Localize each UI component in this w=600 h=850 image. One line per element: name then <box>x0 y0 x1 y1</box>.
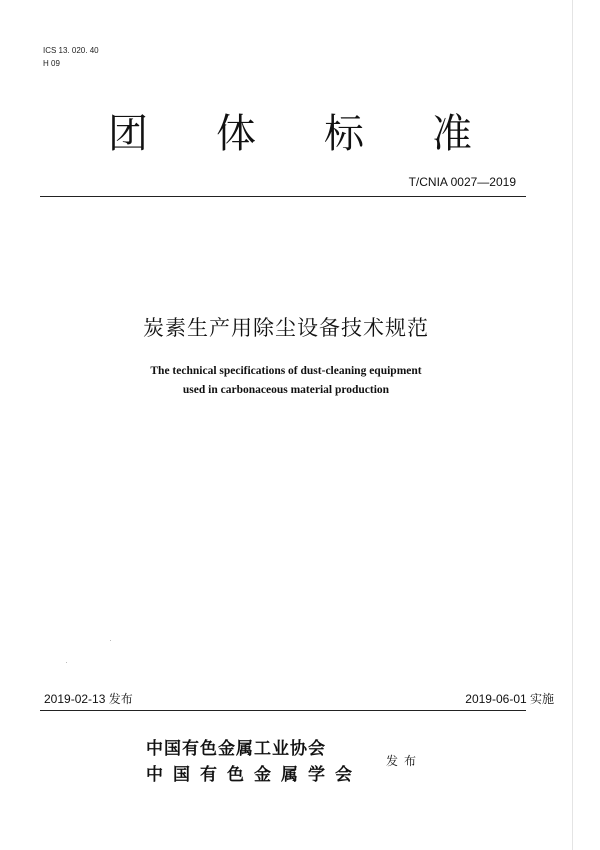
implement-date: 2019-06-01 实施 <box>465 692 554 706</box>
standard-type-heading: 团体标准 <box>108 111 540 157</box>
english-title <box>0 362 572 400</box>
scan-edge-line <box>572 0 573 850</box>
bottom-divider <box>40 710 526 711</box>
scan-speck <box>66 662 67 663</box>
ccs-code: H 09 <box>43 59 60 68</box>
ics-code: ICS 13. 020. 40 <box>43 46 99 55</box>
standard-code: T/CNIA 0027—2019 <box>408 175 516 189</box>
publish-date: 2019-02-13 发布 <box>44 692 133 706</box>
top-divider <box>40 196 526 197</box>
scan-speck <box>110 640 111 641</box>
issuer-org-2: 中国有色金属学会 <box>146 765 362 785</box>
english-title-line-2: used in carbonaceous material production <box>182 384 390 396</box>
english-title-line-1: The technical specifications of dust-cleaning equipment <box>150 365 422 377</box>
classification-block <box>43 44 99 70</box>
issue-label: 发布 <box>386 754 423 768</box>
chinese-title: 炭素生产用除尘设备技术规范 <box>143 316 429 340</box>
issuer-org-1: 中国有色金属工业协会 <box>146 739 326 759</box>
